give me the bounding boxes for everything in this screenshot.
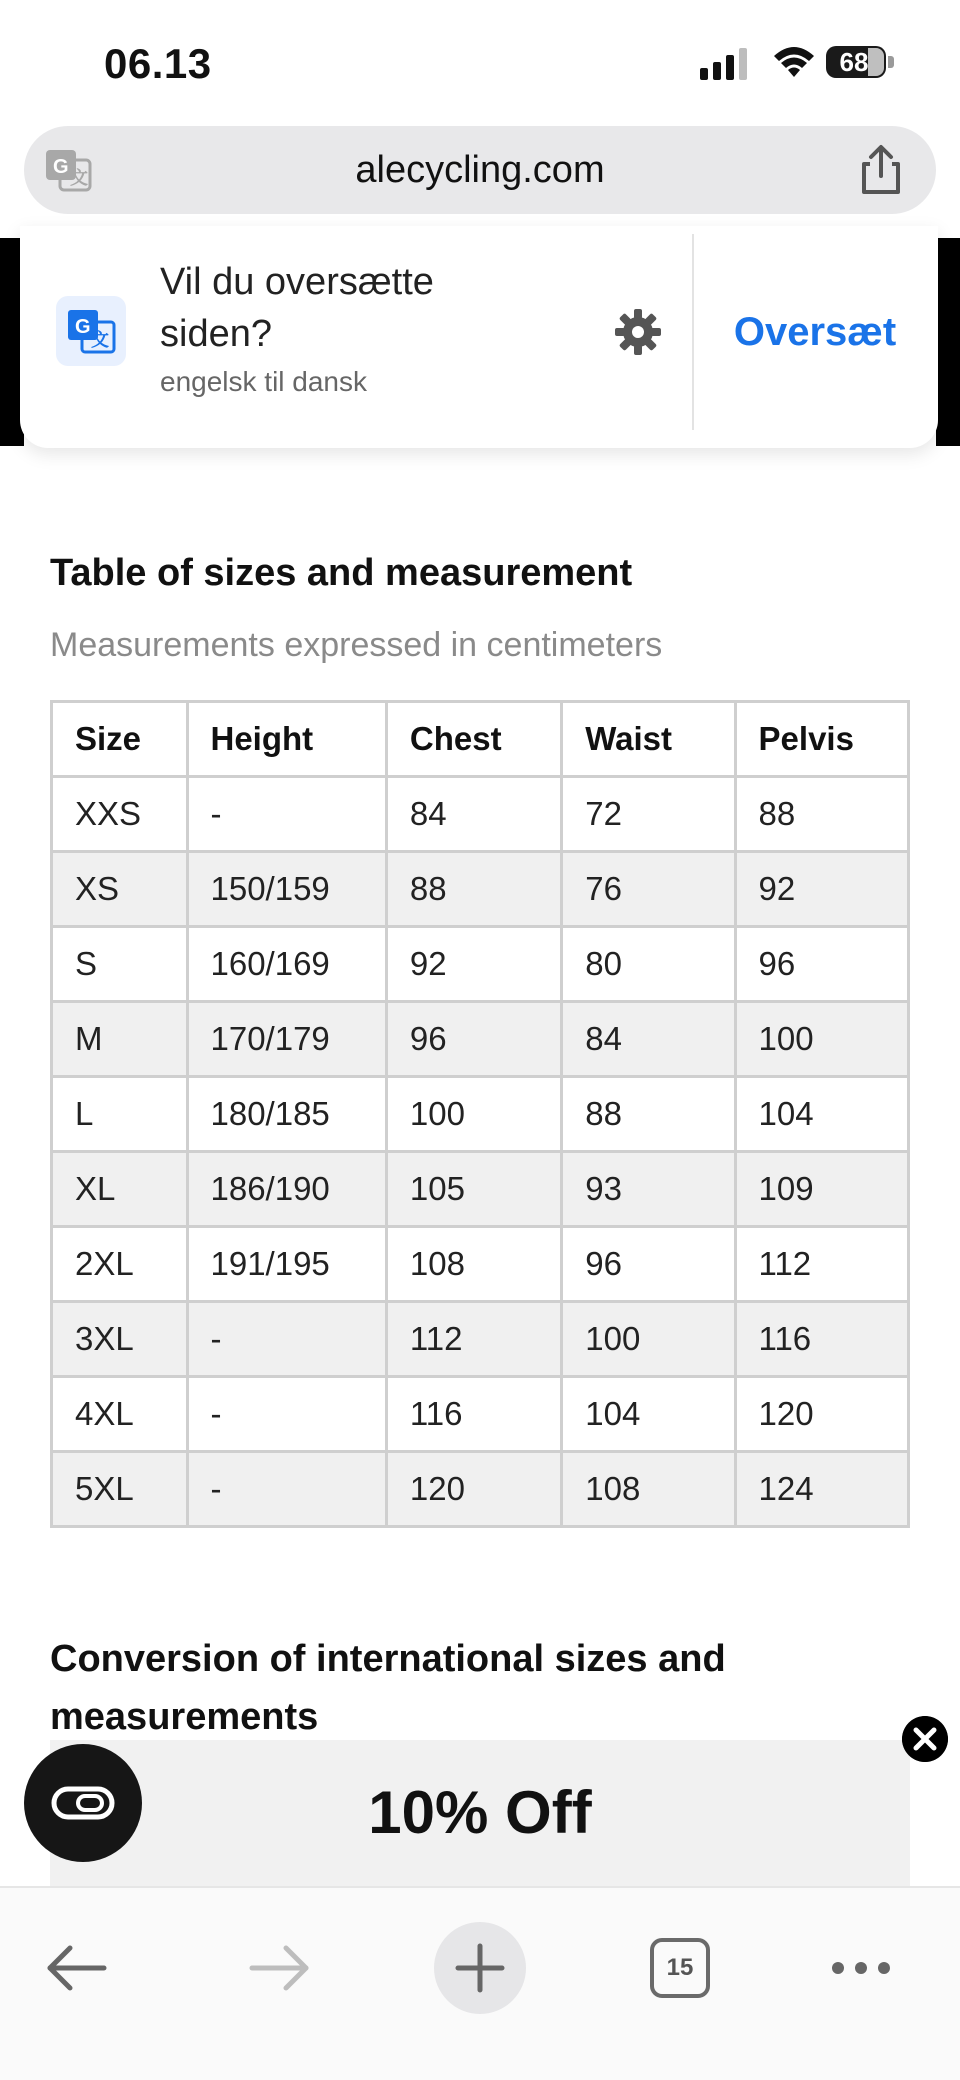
address-bar[interactable]: [24, 126, 936, 214]
url-text[interactable]: alecycling.com: [355, 149, 605, 191]
wifi-icon: [772, 44, 816, 80]
status-time: 06.13: [104, 40, 212, 87]
new-tab-button[interactable]: [434, 1922, 526, 2014]
table-cell: 80: [562, 927, 735, 1002]
forward-arrow-icon[interactable]: [246, 1940, 312, 1996]
table-cell: 108: [386, 1227, 561, 1302]
table-header-row: [52, 702, 909, 777]
table-row: [52, 1227, 909, 1302]
table-header-cell: Height: [187, 702, 386, 777]
tabs-button[interactable]: [650, 1938, 710, 1998]
table-cell: 2XL: [52, 1227, 188, 1302]
translate-divider: [692, 234, 694, 430]
size-table: [50, 700, 910, 1528]
table-row: [52, 1377, 909, 1452]
table-row: [52, 1077, 909, 1152]
table-cell: 84: [562, 1002, 735, 1077]
table-cell: 180/185: [187, 1077, 386, 1152]
svg-text:G: G: [75, 316, 91, 338]
chat-button[interactable]: [24, 1744, 142, 1862]
svg-text:文: 文: [70, 168, 88, 188]
table-cell: 186/190: [187, 1152, 386, 1227]
table-cell: 116: [386, 1377, 561, 1452]
table-cell: 120: [735, 1377, 908, 1452]
google-translate-icon: [56, 296, 126, 366]
table-cell: 112: [735, 1227, 908, 1302]
page-section-title: Table of sizes and measurement: [50, 552, 633, 594]
page-edge-right: [936, 238, 960, 446]
status-bar: [0, 0, 960, 120]
battery-level: 68: [839, 47, 869, 77]
promo-text: 10% Off: [368, 1779, 592, 1846]
table-cell: 150/159: [187, 852, 386, 927]
tab-count: 15: [666, 1954, 694, 1981]
table-cell: 124: [735, 1452, 908, 1527]
table-cell: 88: [735, 777, 908, 852]
table-header-cell: Chest: [386, 702, 561, 777]
page-section-subtitle: Measurements expressed in centimeters: [50, 626, 663, 664]
table-cell: 191/195: [187, 1227, 386, 1302]
table-cell: -: [187, 1302, 386, 1377]
share-icon[interactable]: [856, 144, 906, 196]
table-cell: -: [187, 1377, 386, 1452]
table-cell: 84: [386, 777, 561, 852]
table-cell: 4XL: [52, 1377, 188, 1452]
translate-prompt: [20, 226, 938, 448]
table-row: [52, 777, 909, 852]
table-cell: 96: [735, 927, 908, 1002]
more-icon[interactable]: [830, 1950, 892, 1986]
table-cell: S: [52, 927, 188, 1002]
table-cell: XL: [52, 1152, 188, 1227]
table-cell: 92: [386, 927, 561, 1002]
table-cell: 104: [562, 1377, 735, 1452]
table-cell: M: [52, 1002, 188, 1077]
table-cell: 72: [562, 777, 735, 852]
table-header-cell: Waist: [562, 702, 735, 777]
table-cell: 3XL: [52, 1302, 188, 1377]
promo-banner[interactable]: [50, 1740, 910, 1886]
table-row: [52, 1152, 909, 1227]
chat-icon: [24, 1744, 142, 1862]
table-cell: 88: [562, 1077, 735, 1152]
battery-indicator: [826, 46, 896, 80]
translate-languages: engelsk til dansk: [160, 366, 368, 397]
svg-text:G: G: [53, 156, 69, 178]
back-arrow-icon[interactable]: [44, 1940, 110, 1996]
table-row: [52, 1302, 909, 1377]
table-cell: 160/169: [187, 927, 386, 1002]
table-cell: 92: [735, 852, 908, 927]
plus-icon: [434, 1922, 526, 2014]
page-section2-title: Conversion of international sizes and measurements: [50, 1638, 726, 1738]
translate-button[interactable]: Oversæt: [733, 310, 897, 354]
table-cell: L: [52, 1077, 188, 1152]
table-cell: 96: [386, 1002, 561, 1077]
table-cell: 109: [735, 1152, 908, 1227]
signal-icon: [700, 46, 752, 80]
table-header-cell: Size: [52, 702, 188, 777]
table-cell: 5XL: [52, 1452, 188, 1527]
table-cell: 170/179: [187, 1002, 386, 1077]
table-cell: -: [187, 1452, 386, 1527]
table-header-cell: Pelvis: [735, 702, 908, 777]
table-cell: 112: [386, 1302, 561, 1377]
translate-question: Vil du oversætte siden?: [160, 261, 434, 355]
browser-toolbar: [0, 1886, 960, 2080]
table-cell: 100: [735, 1002, 908, 1077]
table-cell: 105: [386, 1152, 561, 1227]
table-row: [52, 852, 909, 927]
gear-icon[interactable]: [614, 308, 662, 356]
table-cell: 120: [386, 1452, 561, 1527]
table-row: [52, 1452, 909, 1527]
svg-text:文: 文: [91, 330, 109, 350]
table-cell: -: [187, 777, 386, 852]
table-cell: 88: [386, 852, 561, 927]
table-row: [52, 1002, 909, 1077]
table-cell: XS: [52, 852, 188, 927]
table-cell: 104: [735, 1077, 908, 1152]
table-cell: 100: [562, 1302, 735, 1377]
table-row: [52, 927, 909, 1002]
table-cell: 93: [562, 1152, 735, 1227]
table-cell: 96: [562, 1227, 735, 1302]
close-icon[interactable]: [902, 1716, 948, 1762]
table-cell: XXS: [52, 777, 188, 852]
table-cell: 116: [735, 1302, 908, 1377]
table-cell: 76: [562, 852, 735, 927]
table-cell: 100: [386, 1077, 561, 1152]
table-cell: 108: [562, 1452, 735, 1527]
